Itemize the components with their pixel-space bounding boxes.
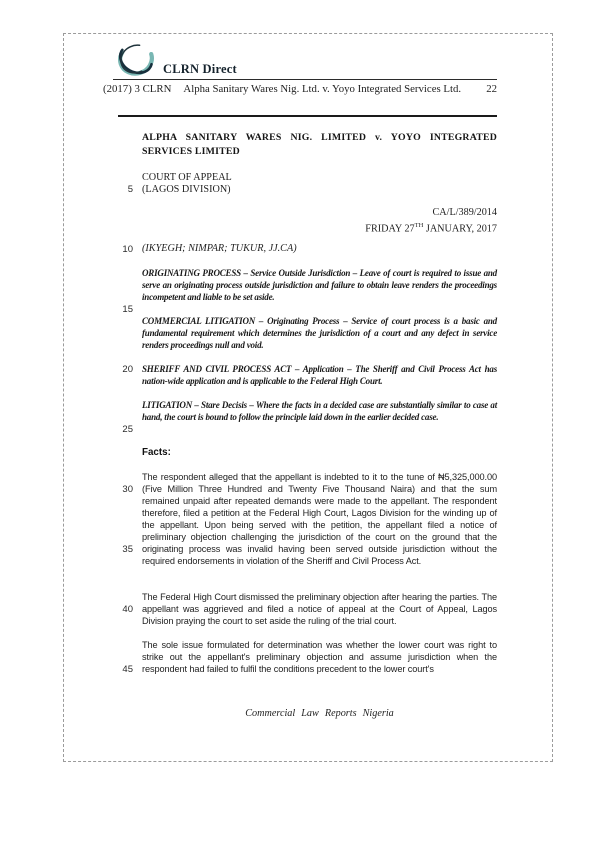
running-case-title: Alpha Sanitary Wares Nig. Ltd. v. Yoyo Integrated Services Ltd. <box>183 83 462 95</box>
footer-imprint: Commercial Law Reports Nigeria <box>245 708 394 719</box>
page-number: 22 <box>486 83 497 95</box>
line-number: 40 <box>122 604 133 615</box>
date-ordinal: TH <box>414 221 424 229</box>
decision-date: FRIDAY 27TH JANUARY, 2017 <box>365 221 497 234</box>
brand-name: CLRN Direct <box>163 62 237 76</box>
headnote-originating-process: ORIGINATING PROCESS – Service Outside Jurisdiction – Leave of court is required to issue and serve an originating process outside jurisdiction and failure to obtain leave renders the proceedings incompetent and liable to be set aside. <box>142 268 497 302</box>
suit-number: CA/L/389/2014 <box>432 207 497 218</box>
case-reference <box>142 207 497 235</box>
title-rule <box>118 115 497 117</box>
facts-heading: Facts: <box>142 447 171 458</box>
headnote-commercial-litigation: COMMERCIAL LITIGATION – Originating Process – Service of court process is a basic and fundamental requirement which determines the jurisdiction of a court and any defect in service renders proceedings null and void. <box>142 316 497 350</box>
line-number: 5 <box>127 184 133 195</box>
line-number: 20 <box>122 364 133 375</box>
line-number: 10 <box>122 244 133 255</box>
case-title-line2: SERVICES LIMITED <box>142 145 240 157</box>
line-number: 30 <box>122 484 133 495</box>
headnote-litigation: LITIGATION – Stare Decisis – Where the facts in a decided case are substantially similar to case at hand, the court is bound to follow the principle laid down in the earlier decided case. <box>142 400 497 422</box>
volume-citation: (2017) 3 CLRN <box>103 83 172 95</box>
line-number: 15 <box>122 304 133 315</box>
court-block <box>142 172 497 196</box>
court-name: COURT OF APPEAL <box>142 172 232 183</box>
judges-line: (IKYEGH; NIMPAR; TUKUR, JJ.CA) <box>142 243 297 254</box>
line-number: 25 <box>122 424 133 435</box>
court-division: (LAGOS DIVISION) <box>142 184 231 195</box>
line-number: 35 <box>122 544 133 555</box>
facts-paragraph: The sole issue formulated for determination was whether the lower court was right to strike out the appellant's preliminary objection and assume jurisdiction when the respondent had failed to fulfil the conditions precedent to the lower court's <box>142 640 497 674</box>
case-title-line1: ALPHA SANITARY WARES NIG. LIMITED v. YOYO INTEGRATED <box>142 132 497 143</box>
facts-paragraph: The respondent alleged that the appellant is indebted to it to the tune of ₦5,325,000.00 (Five Million Three Hundred and Twenty Five Thousand Naira) and that the sum remained unpaid after repeated demands were made to the appellant. The respondent therefore, filed a petition at the Federal High Court, Lagos Division for the winding up of the appellant. Upon being served with the petition, the appellant filed a notice of preliminary objection challenging the jurisdiction of the court on the ground that the originating process was invalid having been served outside jurisdiction without the required endorsements in violation of the Sheriff and Civil Process Act. <box>142 472 497 566</box>
running-header <box>103 83 497 95</box>
header-rule <box>113 79 497 80</box>
case-title <box>142 131 497 158</box>
line-number: 45 <box>122 664 133 675</box>
headnote-sheriff-act: SHERIFF AND CIVIL PROCESS ACT – Application – The Sheriff and Civil Process Act has nation-wide application and is applicable to the Federal High Court. <box>142 364 497 386</box>
facts-paragraph: The Federal High Court dismissed the preliminary objection after hearing the parties. The appellant was aggrieved and filed a notice of appeal at the Court of Appeal, Lagos Division praying the court to set aside the ruling of the trial court. <box>142 592 497 626</box>
